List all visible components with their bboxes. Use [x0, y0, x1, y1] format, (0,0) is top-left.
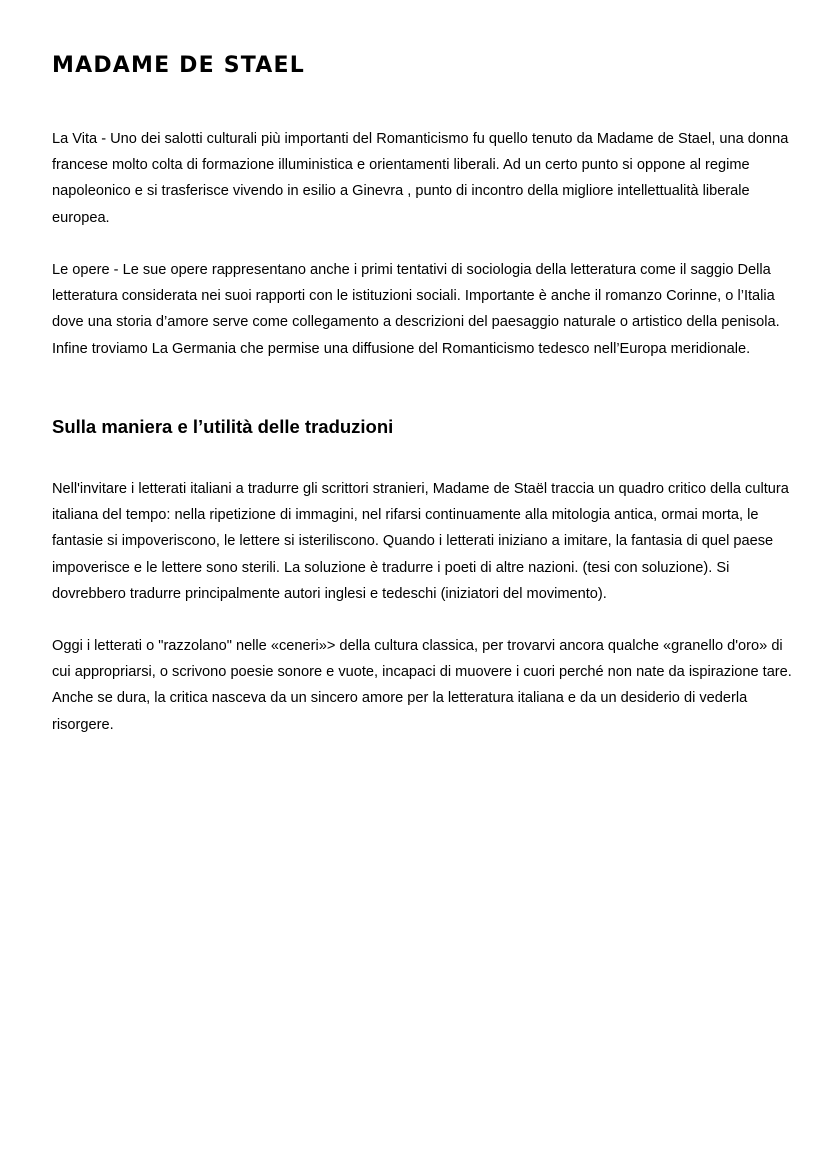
section-heading: Sulla maniera e l’utilità delle traduzioni	[52, 416, 394, 437]
document-title: MADAME DE STAEL	[52, 53, 305, 78]
paragraph-traduzioni: Nell'invitare i letterati italiani a tradurre gli scrittori stranieri, Madame de Staël traccia un quadro critico della cultura italiana del tempo: nella ripetizione di immagini, nel rifarsi continuamente alla mitologia antica, ormai morta, le fantasie si impoveriscono, le lettere si isteriliscono. Quando i letterati iniziano a imitare, la fantasia di quel paese impoverisce e le lettere sono sterili. La soluzione è tradurre i poeti di altre nazioni. (tesi con soluzione). Si dovrebbero tradurre principalmente autori inglesi e tedeschi (iniziatori del movimento).	[52, 481, 789, 602]
paragraph-le-opere: Le opere - Le sue opere rappresentano anche i primi tentativi di sociologia della letteratura come il saggio Della letteratura considerata nei suoi rapporti con le istituzioni sociali. Importante è anche il romanzo Corinne, o l’Italia dove una storia d’amore serve come collegamento a descrizioni del paesaggio naturale o artistico della penisola. Infine troviamo La Germania che permise una diffusione del Romanticismo tedesco nell’Europa meridionale.	[52, 262, 780, 357]
paragraph-oggi: Oggi i letterati o "razzolano" nelle «ceneri»> della cultura classica, per trovarvi ancora qualche «granello d'oro» di cui appropriarsi, o scrivono poesie sonore e vuote, incapaci di muovere i cuori perché non nate da ispirazione tare. Anche se dura, la critica nasceva da un sincero amore per la letteratura italiana e da un desiderio di vederla risorgere.	[52, 638, 792, 733]
paragraph-la-vita: La Vita - Uno dei salotti culturali più importanti del Romanticismo fu quello tenuto da Madame de Stael, una donna francese molto colta di formazione illuministica e orientamenti liberali. Ad un certo punto si oppone al regime napoleonico e si trasferisce vivendo in esilio a Ginevra , punto di incontro della migliore intellettualità liberale europea.	[52, 131, 789, 226]
